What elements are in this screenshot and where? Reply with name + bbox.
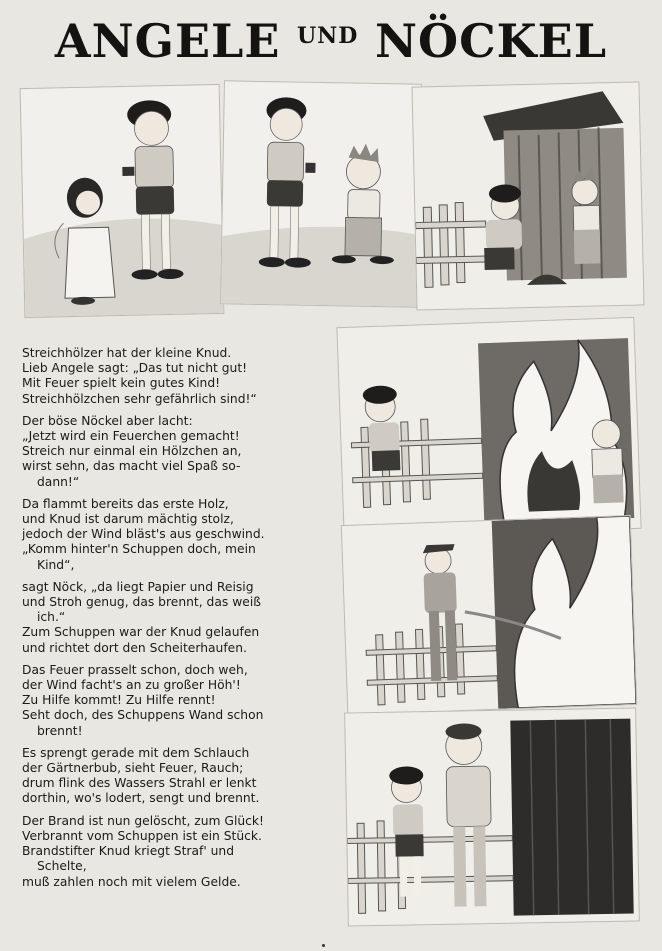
poem-line: Das Feuer prasselt schon, doch weh,	[22, 662, 248, 677]
poem-line: der Wind facht's an zu großer Höh'!	[22, 678, 241, 693]
poem-line: ich.“	[37, 610, 66, 625]
poem-line: muß zahlen noch mit vielem Gelde.	[22, 874, 241, 889]
poem-line: Schelte,	[37, 859, 87, 874]
poem-line: jedoch der Wind bläst's aus geschwind.	[22, 527, 265, 542]
poem-line: sagt Nöck, „da liegt Papier und Reisig	[22, 579, 254, 594]
poem-line: wirst sehn, das macht viel Spaß so-	[22, 459, 241, 474]
knud-and-noeckel-drawing	[221, 81, 421, 306]
poem-line: brennt!	[37, 723, 83, 738]
poem-line: Mit Feuer spielt kein gutes Kind!	[22, 376, 221, 391]
poem-line: dorthin, wo's lodert, sengt und brennt.	[22, 791, 260, 806]
poem-stanza	[22, 663, 322, 739]
poem-line: Zu Hilfe kommt! Zu Hilfe rennt!	[22, 693, 216, 708]
poem-stanza	[22, 497, 322, 573]
poem-stanza	[22, 814, 322, 890]
poem-line: „Jetzt wird ein Feuerchen gemacht!	[22, 429, 240, 444]
poem-line: Kind“,	[37, 557, 75, 572]
shed-fire-drawing	[337, 318, 640, 538]
poem-line: „Komm hinter'n Schuppen doch, mein	[22, 542, 256, 557]
illustration-panel-3	[411, 81, 644, 310]
title-angele: ANGELE	[54, 14, 281, 68]
poem-line: und richtet dort den Scheiterhaufen.	[22, 640, 247, 655]
poem-line: Zum Schuppen war der Knud gelaufen	[22, 625, 260, 640]
poem-line: Brandstifter Knud kriegt Straf' und	[22, 844, 235, 859]
page-title	[0, 14, 662, 68]
poem-line: Streich nur einmal ein Hölzchen an,	[22, 444, 242, 459]
title-noeckel: NÖCKEL	[374, 14, 608, 68]
illustration-panel-5	[341, 515, 637, 715]
page-mark	[322, 944, 325, 947]
poem-line: Seht doch, des Schuppens Wand schon	[22, 708, 264, 723]
poem-line: Da flammt bereits das erste Holz,	[22, 496, 229, 511]
poem-stanza	[22, 746, 322, 807]
poem-line: der Gärtnerbub, sieht Feuer, Rauch;	[22, 761, 244, 776]
poem-stanza	[22, 346, 322, 407]
poem-line: Verbrannt vom Schuppen ist ein Stück.	[22, 828, 262, 843]
poem-stanza	[22, 580, 322, 656]
poem-stanza	[22, 414, 322, 490]
poem-line: und Knud ist darum mächtig stolz,	[22, 512, 234, 527]
poem-line: dann!“	[37, 474, 80, 489]
illustration-panel-2	[220, 80, 422, 307]
illustration-panel-4	[336, 317, 641, 539]
gardener-hose-drawing	[342, 516, 636, 714]
poem-line: Der Brand ist nun gelöscht, zum Glück!	[22, 813, 264, 828]
poem-line: und Stroh genug, das brennt, das weiß	[22, 595, 262, 610]
behind-shed-drawing	[413, 82, 644, 309]
illustration-panel-1	[20, 84, 225, 318]
poem-line: Der böse Nöckel aber lacht:	[22, 413, 193, 428]
poem-line: Es sprengt gerade mit dem Schlauch	[22, 745, 250, 760]
poem-line: drum flink des Wassers Strahl er lenkt	[22, 776, 257, 791]
knud-scolded-drawing	[345, 708, 639, 925]
poem-line: Lieb Angele sagt: „Das tut nicht gut!	[22, 361, 248, 376]
poem-line: Streichhölzer hat der kleine Knud.	[22, 346, 232, 360]
illustration-panel-6	[344, 707, 640, 926]
poem-line: Streichhölzchen sehr gefährlich sind!“	[22, 391, 257, 406]
angele-and-knud-drawing	[21, 85, 224, 317]
poem-text	[22, 346, 322, 897]
title-und: UND	[297, 23, 359, 49]
